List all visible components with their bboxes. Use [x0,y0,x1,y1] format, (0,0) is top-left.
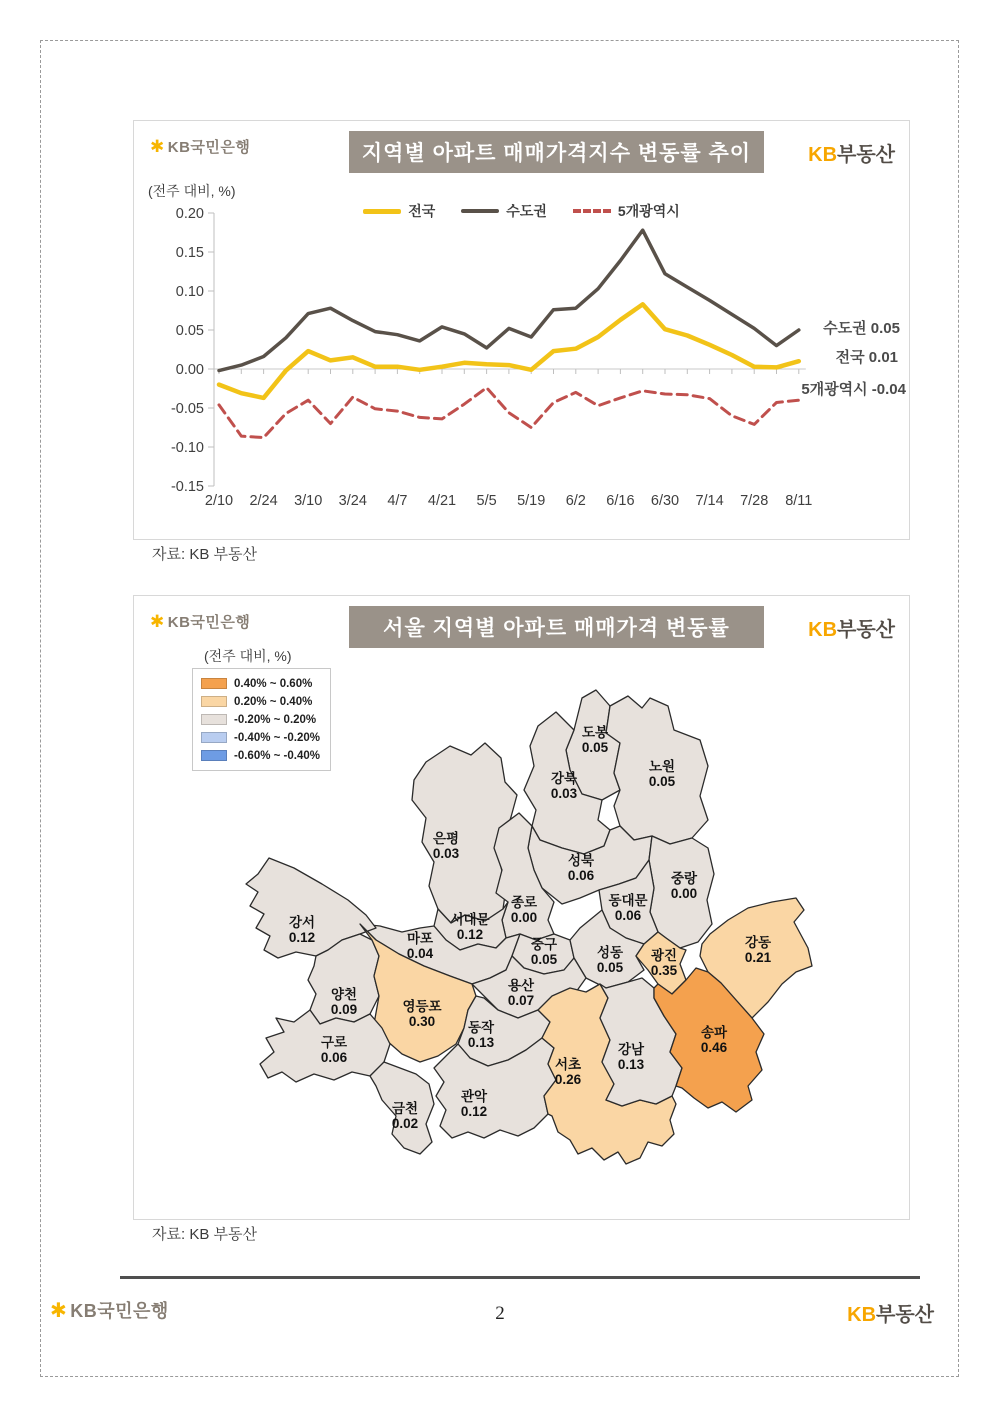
kb-star-icon: ✱ [150,612,165,631]
footer-kb-estate-logo: KB부동산 [847,1304,934,1326]
x-axis-label: 7/28 [740,493,769,509]
district-name-yeongdeungpo: 영등포 [402,999,442,1014]
legend-label: 5개광역시 [617,203,680,219]
map-legend-label: 0.40% ~ 0.60% [234,677,313,690]
seoul-district-map [224,688,908,1212]
chart2-title: 서울 지역별 아파트 매매가격 변동률 [349,606,764,648]
district-value-gangdong: 0.21 [744,950,772,965]
y-axis-label: 0.00 [175,362,204,378]
map-legend-label: 0.20% ~ 0.40% [234,695,313,708]
x-axis-label: 4/21 [427,493,457,509]
x-axis-label: 6/30 [650,493,680,509]
line-chart [134,121,909,539]
district-value-guro: 0.06 [320,1050,348,1065]
x-axis-label: 2/24 [249,493,278,509]
district-value-gangbuk: 0.03 [550,786,578,801]
kb-estate-logo: KB부동산 [808,619,895,641]
footer-kb-bank-logo: ✱ KB국민은행 [50,1300,169,1322]
y-axis-label: 0.15 [175,245,204,261]
source-note-1: 자료: KB 부동산 [152,546,257,563]
district-name-gangbuk: 강북 [550,771,578,786]
page-number: 2 [495,1303,505,1324]
district-name-junggu: 중구 [530,937,558,952]
chart1-title: 지역별 아파트 매매가격지수 변동률 추이 [349,131,764,173]
y-axis-label: 0.20 [175,206,204,222]
x-axis-label: 5/19 [517,493,546,509]
district-name-yongsan: 용산 [507,978,535,993]
x-axis-label: 4/7 [387,493,408,509]
x-axis-label: 6/16 [606,493,635,509]
district-name-gwanak: 관악 [460,1089,488,1104]
district-value-geumcheon: 0.02 [391,1116,419,1131]
y-axis-label: 0.05 [175,323,204,339]
kb-bank-logo [150,611,250,632]
district-value-yeongdeungpo: 0.30 [408,1014,436,1029]
district-name-jongno: 종로 [510,895,538,910]
district-name-seongdong: 성동 [596,945,624,960]
district-name-jungnang: 중랑 [670,871,698,886]
district-value-yangcheon: 0.09 [330,1002,358,1017]
district-value-jungnang: 0.00 [670,886,698,901]
district-name-gangseo: 강서 [288,915,316,930]
map-legend-label: -0.60% ~ -0.40% [234,749,320,762]
legend-label: 전국 [408,203,436,219]
district-value-seodaemun: 0.12 [456,927,484,942]
district-value-dongjak: 0.13 [467,1035,495,1050]
kb-star-icon: ✱ [150,137,165,156]
district-value-dobong: 0.05 [581,740,609,755]
kb-bank-logo-text: KB국민은행 [167,614,251,631]
map-legend-label: -0.20% ~ 0.20% [234,713,317,726]
chart-card-price-index-trend [133,120,910,540]
district-value-mapo: 0.04 [406,946,434,961]
district-name-eunpyeong: 은평 [432,831,460,846]
district-value-gangseo: 0.12 [288,930,316,945]
district-name-gangnam: 강남 [617,1042,645,1057]
district-name-guro: 구로 [320,1035,348,1050]
y-axis-label: -0.15 [170,479,204,495]
series-line-5개광역시 [219,388,799,438]
district-value-songpa: 0.46 [700,1040,728,1055]
district-name-dongdaemun: 동대문 [608,893,648,908]
end-annotation: 5개광역시 -0.04 [801,381,906,398]
district-value-seocho: 0.26 [554,1072,582,1087]
district-value-gangnam: 0.13 [617,1057,645,1072]
district-name-seocho: 서초 [554,1057,582,1072]
district-name-dongjak: 동작 [467,1020,495,1035]
legend-label: 수도권 [506,203,547,219]
x-axis-label: 6/2 [565,493,586,509]
district-name-dobong: 도봉 [581,725,609,740]
end-annotation: 수도권 0.05 [823,320,900,337]
district-value-gwangjin: 0.35 [650,963,678,978]
district-value-eunpyeong: 0.03 [432,846,460,861]
district-name-geumcheon: 금천 [391,1101,419,1116]
district-value-jongno: 0.00 [510,910,538,925]
district-value-nowon: 0.05 [648,774,676,789]
district-name-gwangjin: 광진 [650,948,678,963]
district-value-gwanak: 0.12 [460,1104,488,1119]
series-line-수도권 [219,230,799,370]
kb-bank-logo-text: KB국민은행 [167,139,251,156]
x-axis-label: 8/11 [785,493,813,509]
kb-star-icon: ✱ [50,1300,68,1322]
end-annotation: 전국 0.01 [835,349,898,366]
district-name-songpa: 송파 [700,1025,728,1040]
district-value-seongbuk: 0.06 [567,868,595,883]
y-axis-label: -0.05 [170,401,204,417]
y-axis-label: 0.10 [175,284,204,300]
kb-estate-logo: KB부동산 [808,144,895,166]
district-name-seodaemun: 서대문 [450,912,490,927]
district-value-yongsan: 0.07 [507,993,535,1008]
source-note-2: 자료: KB 부동산 [152,1226,257,1243]
x-axis-label: 5/5 [476,493,497,509]
chart-card-seoul-map [133,595,910,1220]
district-name-yangcheon: 양천 [330,987,358,1002]
x-axis-label: 2/10 [204,493,234,509]
x-axis-label: 3/10 [294,493,323,509]
district-name-gangdong: 강동 [744,935,772,950]
district-name-seongbuk: 성북 [567,853,595,868]
district-value-junggu: 0.05 [530,952,558,967]
district-value-dongdaemun: 0.06 [614,908,642,923]
chart1-unit-label: (전주 대비, %) [148,183,236,199]
x-axis-label: 7/14 [695,493,724,509]
y-axis-label: -0.10 [170,440,204,456]
district-name-mapo: 마포 [406,931,434,946]
map-legend-label: -0.40% ~ -0.20% [234,731,320,744]
footer-rule [120,1276,920,1279]
x-axis-label: 3/24 [338,493,367,509]
district-value-seongdong: 0.05 [596,960,624,975]
chart2-unit-label: (전주 대비, %) [204,648,292,664]
district-name-nowon: 노원 [648,759,676,774]
